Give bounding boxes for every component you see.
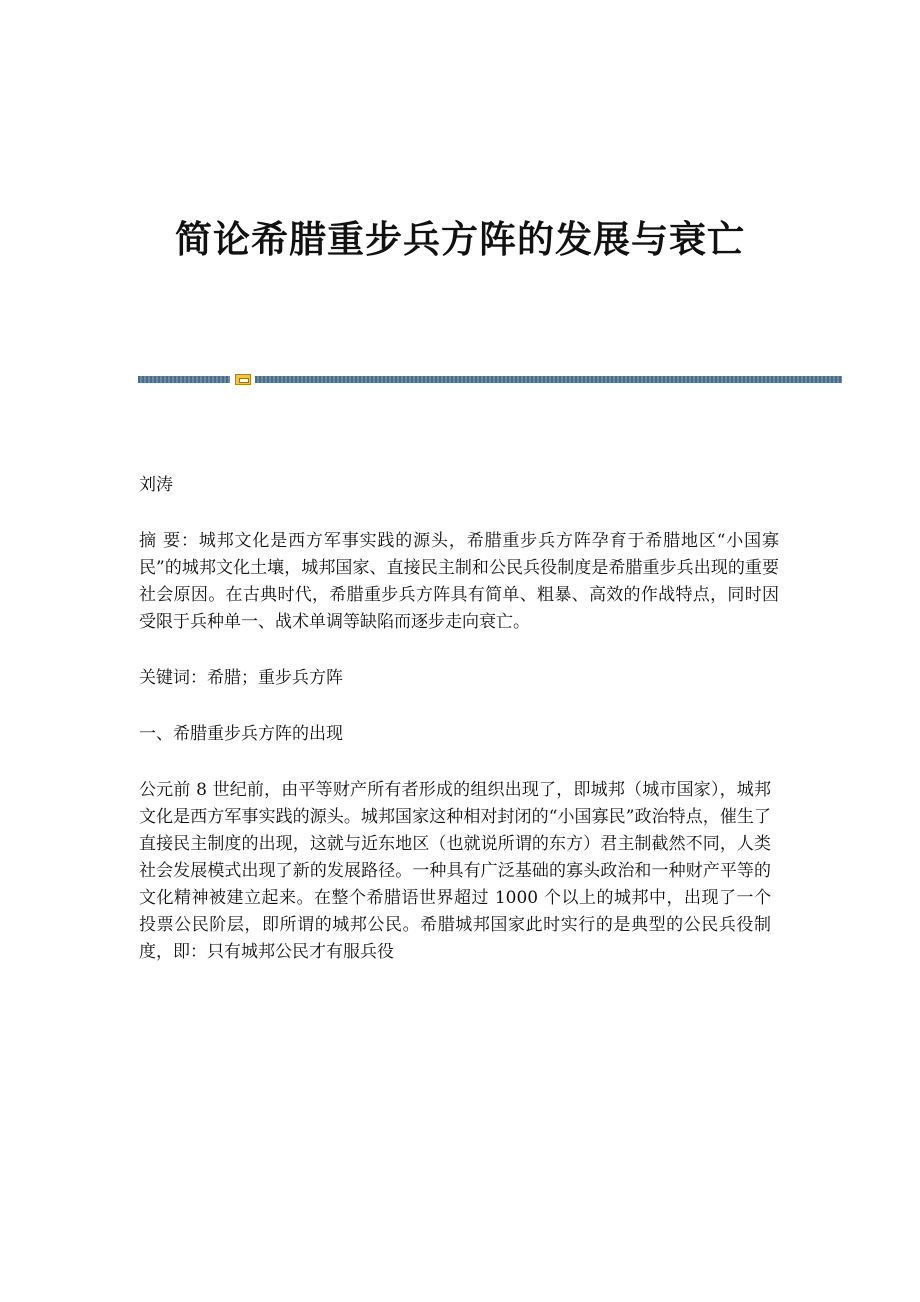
author-name: 刘涛 <box>139 475 173 495</box>
divider-bar-left <box>138 376 230 383</box>
document-body <box>139 472 779 966</box>
keywords-line: 关键词：希腊；重步兵方阵 <box>139 668 343 688</box>
body-paragraph: 公元前 8 世纪前，由平等财产所有者形成的组织出现了，即城邦（城市国家），城邦文化是西方军事实践的源头。城邦国家这种相对封闭的“小国寡民”政治特点，催生了直接民主制度的出现，这就与近东地区（也就说所谓的东方）君主制截然不同，人类社会发展模式出现了新的发展路径。一种具有广泛基础的寡头政治和一种财产平等的文化精神被建立起来。在整个希腊语世界超过 1000 个以上的城邦中，出现了一个投票公民阶层，即所谓的城邦公民。希腊城邦国家此时实行的是典型的公民兵役制度，即：只有城邦公民才有服兵役 <box>139 780 771 962</box>
divider-emblem-icon <box>235 374 251 385</box>
divider-bar-right <box>255 376 842 383</box>
page-title: 简论希腊重步兵方阵的发展与衰亡 <box>175 217 745 261</box>
section-heading: 一、希腊重步兵方阵的出现 <box>139 724 343 744</box>
title-divider <box>138 374 842 386</box>
abstract-paragraph: 摘 要：城邦文化是西方军事实践的源头，希腊重步兵方阵孕育于希腊地区“小国寡民”的城邦文化土壤，城邦国家、直接民主制和公民兵役制度是希腊重步兵出现的重要社会原因。在古典时代，希腊重步兵方阵具有简单、粗暴、高效的作战特点，同时因受限于兵种单一、战术单调等缺陷而逐步走向衰亡。 <box>139 531 779 632</box>
